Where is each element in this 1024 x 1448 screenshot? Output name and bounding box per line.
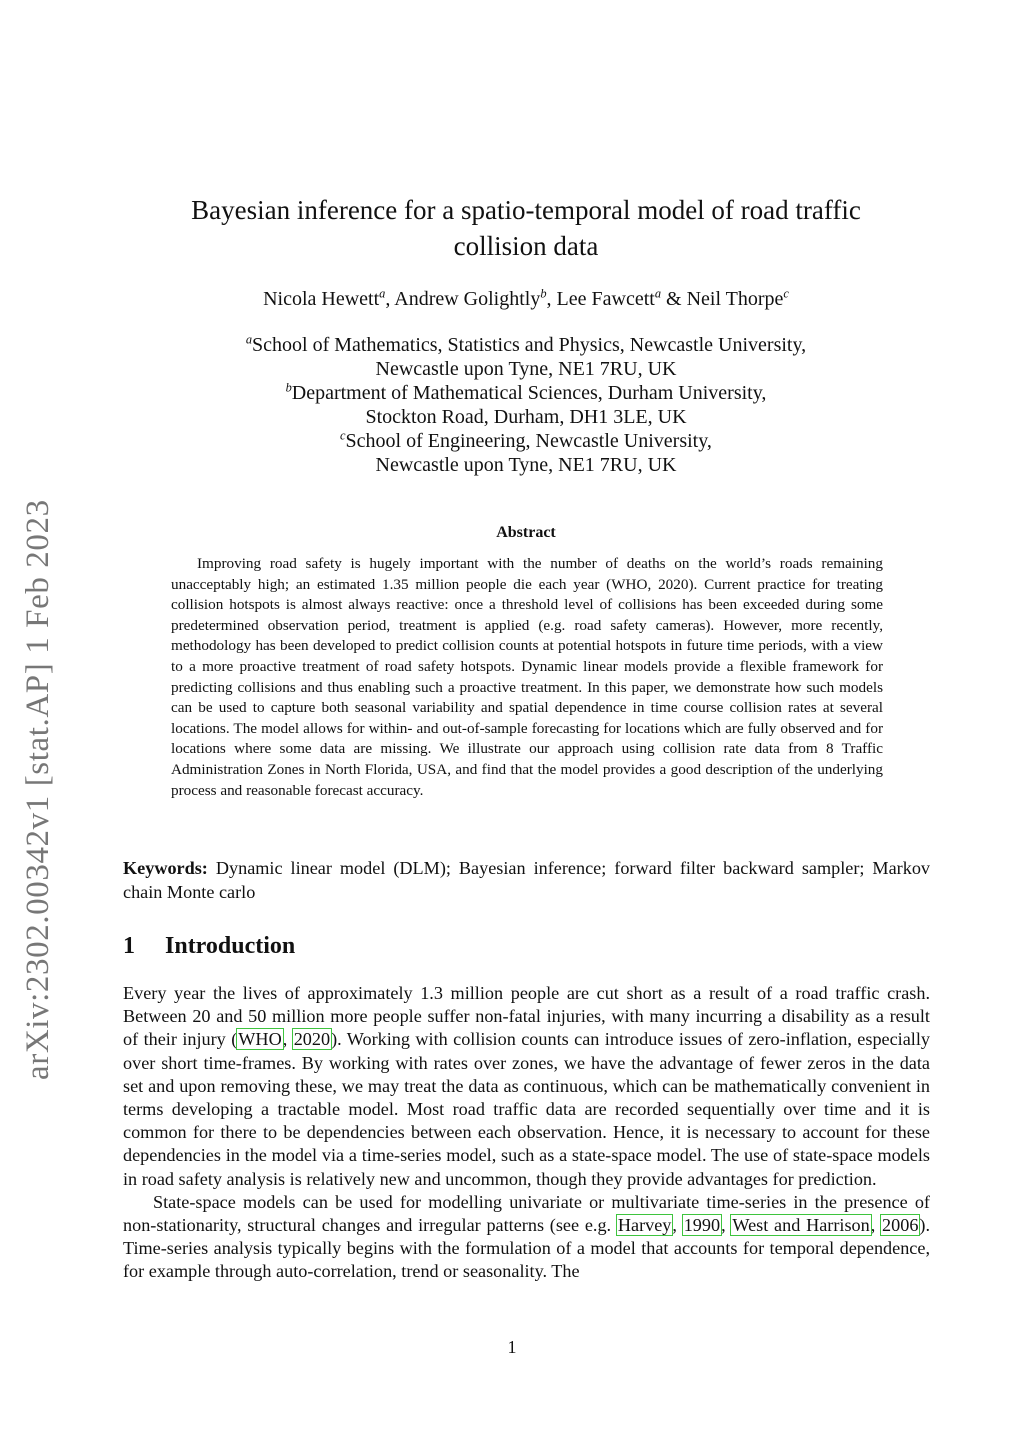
affiliations <box>140 333 912 477</box>
arxiv-identifier: arXiv:2302.00342v1 [stat.AP] 1 Feb 2023 <box>20 499 56 1080</box>
author: Andrew Golightly$^b$, <box>394 286 557 310</box>
citation-link[interactable]: WHO <box>238 1029 282 1050</box>
citation-link[interactable]: 1990 <box>683 1215 721 1236</box>
keywords <box>123 856 930 904</box>
affiliation-a-address: Newcastle upon Tyne, NE1 7RU, UK <box>375 358 677 380</box>
paragraph: Every year the lives of approximately 1.3 million people are cut short as a result of a road traffic crash. Between 20 and 50 million more people suffer non-fatal injuries, with many incurring a disability as a result of their injury (WHO, 2020). Working with collision counts can introduce issues of zero-inflation, especially over short time-frames. By working with rates over zones, we have the advantage of fewer zeros in the data set and upon removing these, we may treat the data as continuous, which can be mathematically convenient in terms developing a tractable model. Most road traffic data are recorded sequentially over time and it is common for there to be dependencies between each observation. Hence, it is necessary to account for these dependencies in the model via a time-series model, such as a state-space model. The use of state-space models in road safety analysis is relatively new and uncommon, though they provide advantages for prediction. <box>123 983 931 1189</box>
keywords-text: Dynamic linear model (DLM); Bayesian inference; forward filter backward sampler; Markov chain Monte carlo <box>123 858 931 902</box>
keywords-label: Keywords: <box>123 858 208 878</box>
section-title: Introduction <box>165 933 296 959</box>
page-number: 1 <box>507 1337 517 1357</box>
citation-link[interactable]: West and Harrison <box>732 1215 870 1236</box>
affiliation-c: $^c$School of Engineering, Newcastle University, <box>340 428 712 452</box>
title-line-2: collision data <box>453 231 599 261</box>
paragraph: State-space models can be used for modelling univariate or multivariate time-series in the presence of non-stationarity, structural changes and irregular patterns (see e.g. Harvey, 1990, West and Harrison, 2006). Time-series analysis typically begins with the formulation of a model that accounts for temporal dependence, for example through auto-correlation, trend or seasonality. The <box>123 1191 931 1282</box>
author: Nicola Hewett$^a$, <box>263 286 395 310</box>
citation-link[interactable]: 2020 <box>293 1029 331 1050</box>
citation-link[interactable]: Harvey <box>617 1215 672 1236</box>
abstract-heading: Abstract <box>496 524 556 541</box>
abstract-body: Improving road safety is hugely important with the number of deaths on the world’s roads remaining unacceptably high; an estimated 1.35 million people die each year (WHO, 2020). Current practice for treating collision hotspots is almost always reactive: once a threshold level of collisions has been exceeded during some predetermined observation period, treatment is applied (e.g. road safety cameras). However, more recently, methodology has been developed to predict collision counts at potential hotspots in future time periods, with a view to a more proactive treatment of road safety hotspots. Dynamic linear models provide a flexible framework for predicting collisions and thus enabling such a proactive treatment. In this paper, we demonstrate how such models can be used to capture both seasonal variability and spatial dependence in time course collision rates at several locations. The model allows for within- and out-of-sample forecasting for locations which are fully observed and for locations where some data are missing. We illustrate our approach using collision rate data from 8 Traffic Administration Zones in North Florida, USA, and find that the model provides a good description of the underlying process and reasonable forecast accuracy. <box>171 555 883 799</box>
affiliation-b-address: Stockton Road, Durham, DH1 3LE, UK <box>365 406 687 428</box>
section-number: 1 <box>123 933 135 959</box>
section-heading <box>123 933 295 960</box>
affiliation-a: $^a$School of Mathematics, Statistics and Physics, Newcastle University, <box>245 332 807 356</box>
paper-title <box>140 192 912 264</box>
author: Neil Thorpe$^c$ <box>686 286 789 310</box>
affiliation-b: $^b$Department of Mathematical Sciences, Durham University, <box>285 380 767 404</box>
author: Lee Fawcett$^a$ & <box>556 286 687 310</box>
title-line-1: Bayesian inference for a spatio-temporal model of road traffic <box>191 195 861 225</box>
citation-link[interactable]: 2006 <box>882 1215 919 1236</box>
author-list <box>140 288 912 311</box>
body-text <box>123 982 930 1284</box>
affiliation-c-address: Newcastle upon Tyne, NE1 7RU, UK <box>375 454 677 476</box>
